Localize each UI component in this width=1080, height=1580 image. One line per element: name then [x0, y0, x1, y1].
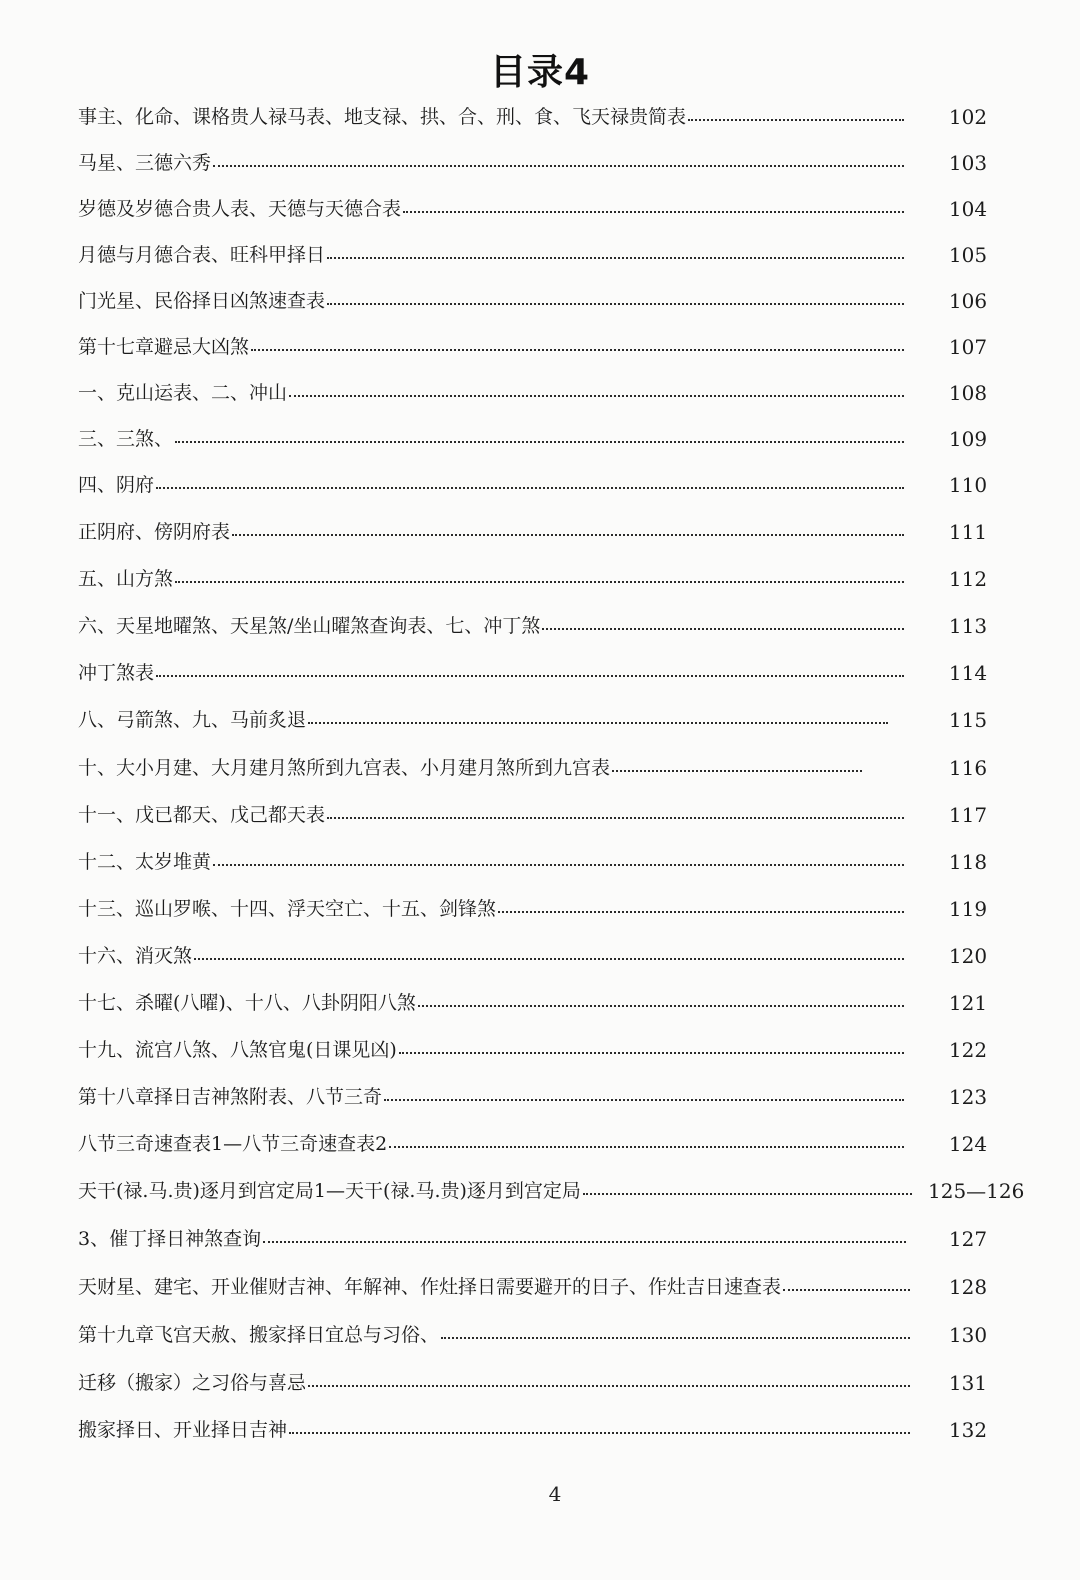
- toc-entry: [78, 939, 988, 973]
- toc-entry-page-number: 122: [948, 1038, 988, 1062]
- dot-leader: [542, 628, 904, 630]
- dot-leader: [783, 1289, 910, 1291]
- toc-entry-page-number: 104: [948, 197, 988, 221]
- toc-entry-page-number: 128: [948, 1275, 988, 1299]
- toc-entry: [78, 751, 988, 785]
- toc-entry-page-number: 131: [948, 1371, 988, 1395]
- toc-entry: [78, 100, 988, 134]
- toc-entry-title: 十、大小月建、大月建月煞所到九宫表、小月建月煞所到九宫表: [78, 757, 611, 779]
- toc-entry-title: 第十八章择日吉神煞附表、八节三奇: [78, 1086, 383, 1108]
- toc-entry-title: 第十七章避忌大凶煞: [78, 336, 250, 358]
- toc-entry-page-number: 132: [948, 1418, 988, 1442]
- dot-leader: [612, 770, 862, 772]
- dot-leader: [194, 958, 904, 960]
- dot-leader: [327, 257, 904, 259]
- dot-leader: [308, 1385, 910, 1387]
- toc-entry-title: 四、阴府: [78, 474, 155, 496]
- toc-entry-title: 岁德及岁德合贵人表、天德与天德合表: [78, 198, 402, 220]
- dot-leader: [583, 1193, 912, 1195]
- dot-leader: [688, 119, 904, 121]
- dot-leader: [327, 303, 904, 305]
- dot-leader: [156, 487, 904, 489]
- toc-entry-title: 十一、戊已都天、戊己都天表: [78, 804, 326, 826]
- toc-entry-page-number: 118: [948, 850, 988, 874]
- toc-entry-title: 搬家择日、开业择日吉神: [78, 1419, 288, 1441]
- toc-entry-title: 三、三煞、: [78, 428, 174, 450]
- toc-entry-title: 十九、流宫八煞、八煞官鬼(日课见凶): [78, 1039, 397, 1061]
- toc-entry: [78, 330, 988, 364]
- toc-entry-title: 十二、太岁堆黄: [78, 851, 212, 873]
- dot-leader: [389, 1146, 904, 1148]
- toc-entry-title: 十三、巡山罗喉、十四、浮天空亡、十五、剑锋煞: [78, 898, 497, 920]
- dot-leader: [308, 722, 888, 724]
- toc-entry-page-number: 124: [948, 1132, 988, 1156]
- toc-entry: [78, 376, 988, 410]
- toc-entry: [78, 1174, 1025, 1208]
- toc-entry-title: 冲丁煞表: [78, 662, 155, 684]
- toc-entry-title: 迁移（搬家）之习俗与喜忌: [78, 1372, 307, 1394]
- dot-leader: [251, 349, 904, 351]
- toc-entry-page-number: 120: [948, 944, 988, 968]
- dot-leader: [156, 675, 904, 677]
- toc-entry-page-number: 106: [948, 289, 988, 313]
- toc-entry-title: 第十九章飞宫天赦、搬家择日宜总与习俗、: [78, 1324, 440, 1346]
- toc-entry-page-number: 112: [948, 567, 988, 591]
- toc-entry-title: 一、克山运表、二、冲山: [78, 382, 288, 404]
- toc-entry-title: 3、催丁择日神煞查询: [78, 1228, 262, 1250]
- toc-entry-page-number: 109: [948, 427, 988, 451]
- toc-entry-title: 正阴府、傍阴府表: [78, 521, 231, 543]
- dot-leader: [441, 1337, 910, 1339]
- dot-leader: [232, 534, 904, 536]
- dot-leader: [289, 1432, 910, 1434]
- toc-entry: [78, 146, 988, 180]
- dot-leader: [213, 864, 904, 866]
- toc-entry: [78, 238, 988, 272]
- toc-entry-page-number: 121: [948, 991, 988, 1015]
- toc-entry: [78, 892, 988, 926]
- toc-entry-title: 月德与月德合表、旺科甲择日: [78, 244, 326, 266]
- toc-entry: [78, 703, 988, 737]
- toc-entry-page-number: 117: [948, 803, 988, 827]
- toc-entry: [78, 1222, 988, 1256]
- toc-entry-page-number: 105: [948, 243, 988, 267]
- toc-entry-page-number: 113: [948, 614, 988, 638]
- dot-leader: [418, 1005, 904, 1007]
- toc-entry-title: 天干(禄.马.贵)逐月到宫定局1—天干(禄.马.贵)逐月到宫定局: [78, 1180, 581, 1202]
- toc-entry-page-number: 114: [948, 661, 988, 685]
- toc-entry: [78, 798, 988, 832]
- dot-leader: [498, 911, 904, 913]
- toc-entry-title: 五、山方煞: [78, 568, 174, 590]
- dot-leader: [213, 165, 904, 167]
- dot-leader: [384, 1099, 904, 1101]
- toc-entry: [78, 284, 988, 318]
- toc-entry: [78, 1318, 988, 1352]
- dot-leader: [175, 441, 904, 443]
- toc-entry: [78, 1366, 988, 1400]
- footer-page-number: 4: [548, 1482, 562, 1506]
- toc-entry: [78, 609, 988, 643]
- toc-entry: [78, 422, 988, 456]
- dot-leader: [263, 1241, 906, 1243]
- toc-entry-page-number: 119: [948, 897, 988, 921]
- toc-entry-title: 六、天星地曜煞、天星煞/坐山曜煞查询表、七、冲丁煞: [78, 615, 541, 637]
- toc-entry: [78, 515, 988, 549]
- toc-entry-page-number: 125—126: [928, 1179, 1025, 1203]
- toc-entry-title: 事主、化命、课格贵人禄马表、地支禄、拱、合、刑、食、飞天禄贵简表: [78, 106, 687, 128]
- toc-entry: [78, 192, 988, 226]
- toc-entry-page-number: 103: [948, 151, 988, 175]
- page-title: 目录4: [489, 52, 591, 93]
- toc-entry-title: 门光星、民俗择日凶煞速查表: [78, 290, 326, 312]
- toc-entry-page-number: 130: [948, 1323, 988, 1347]
- toc-entry-page-number: 116: [948, 756, 988, 780]
- toc-entry: [78, 1080, 988, 1114]
- toc-entry-page-number: 107: [948, 335, 988, 359]
- toc-entry: [78, 845, 988, 879]
- toc-entry-page-number: 123: [948, 1085, 988, 1109]
- toc-entry-page-number: 115: [948, 708, 988, 732]
- dot-leader: [175, 581, 904, 583]
- toc-entry-title: 八节三奇速查表1—八节三奇速查表2: [78, 1133, 388, 1155]
- toc-entry: [78, 656, 988, 690]
- toc-entry-title: 天财星、建宅、开业催财吉神、年解神、作灶择日需要避开的日子、作灶吉日速查表: [78, 1276, 782, 1298]
- toc-entry-page-number: 108: [948, 381, 988, 405]
- toc-entry: [78, 1127, 988, 1161]
- toc-entry-page-number: 127: [948, 1227, 988, 1251]
- toc-entry-title: 十六、消灭煞: [78, 945, 193, 967]
- toc-entry: [78, 986, 988, 1020]
- toc-entry-title: 马星、三德六秀: [78, 152, 212, 174]
- toc-entry-title: 八、弓箭煞、九、马前炙退: [78, 709, 307, 731]
- dot-leader: [327, 817, 904, 819]
- toc-entry: [78, 1270, 988, 1304]
- toc-entry: [78, 1413, 988, 1447]
- toc-entry: [78, 562, 988, 596]
- dot-leader: [399, 1052, 904, 1054]
- dot-leader: [289, 395, 904, 397]
- toc-entry-title: 十七、杀曜(八曜)、十八、八卦阴阳八煞: [78, 992, 416, 1014]
- toc-entry: [78, 468, 988, 502]
- dot-leader: [403, 211, 904, 213]
- toc-entry-page-number: 110: [948, 473, 988, 497]
- toc-entry-page-number: 111: [948, 520, 988, 544]
- toc-entry-page-number: 102: [948, 105, 988, 129]
- toc-entry: [78, 1033, 988, 1067]
